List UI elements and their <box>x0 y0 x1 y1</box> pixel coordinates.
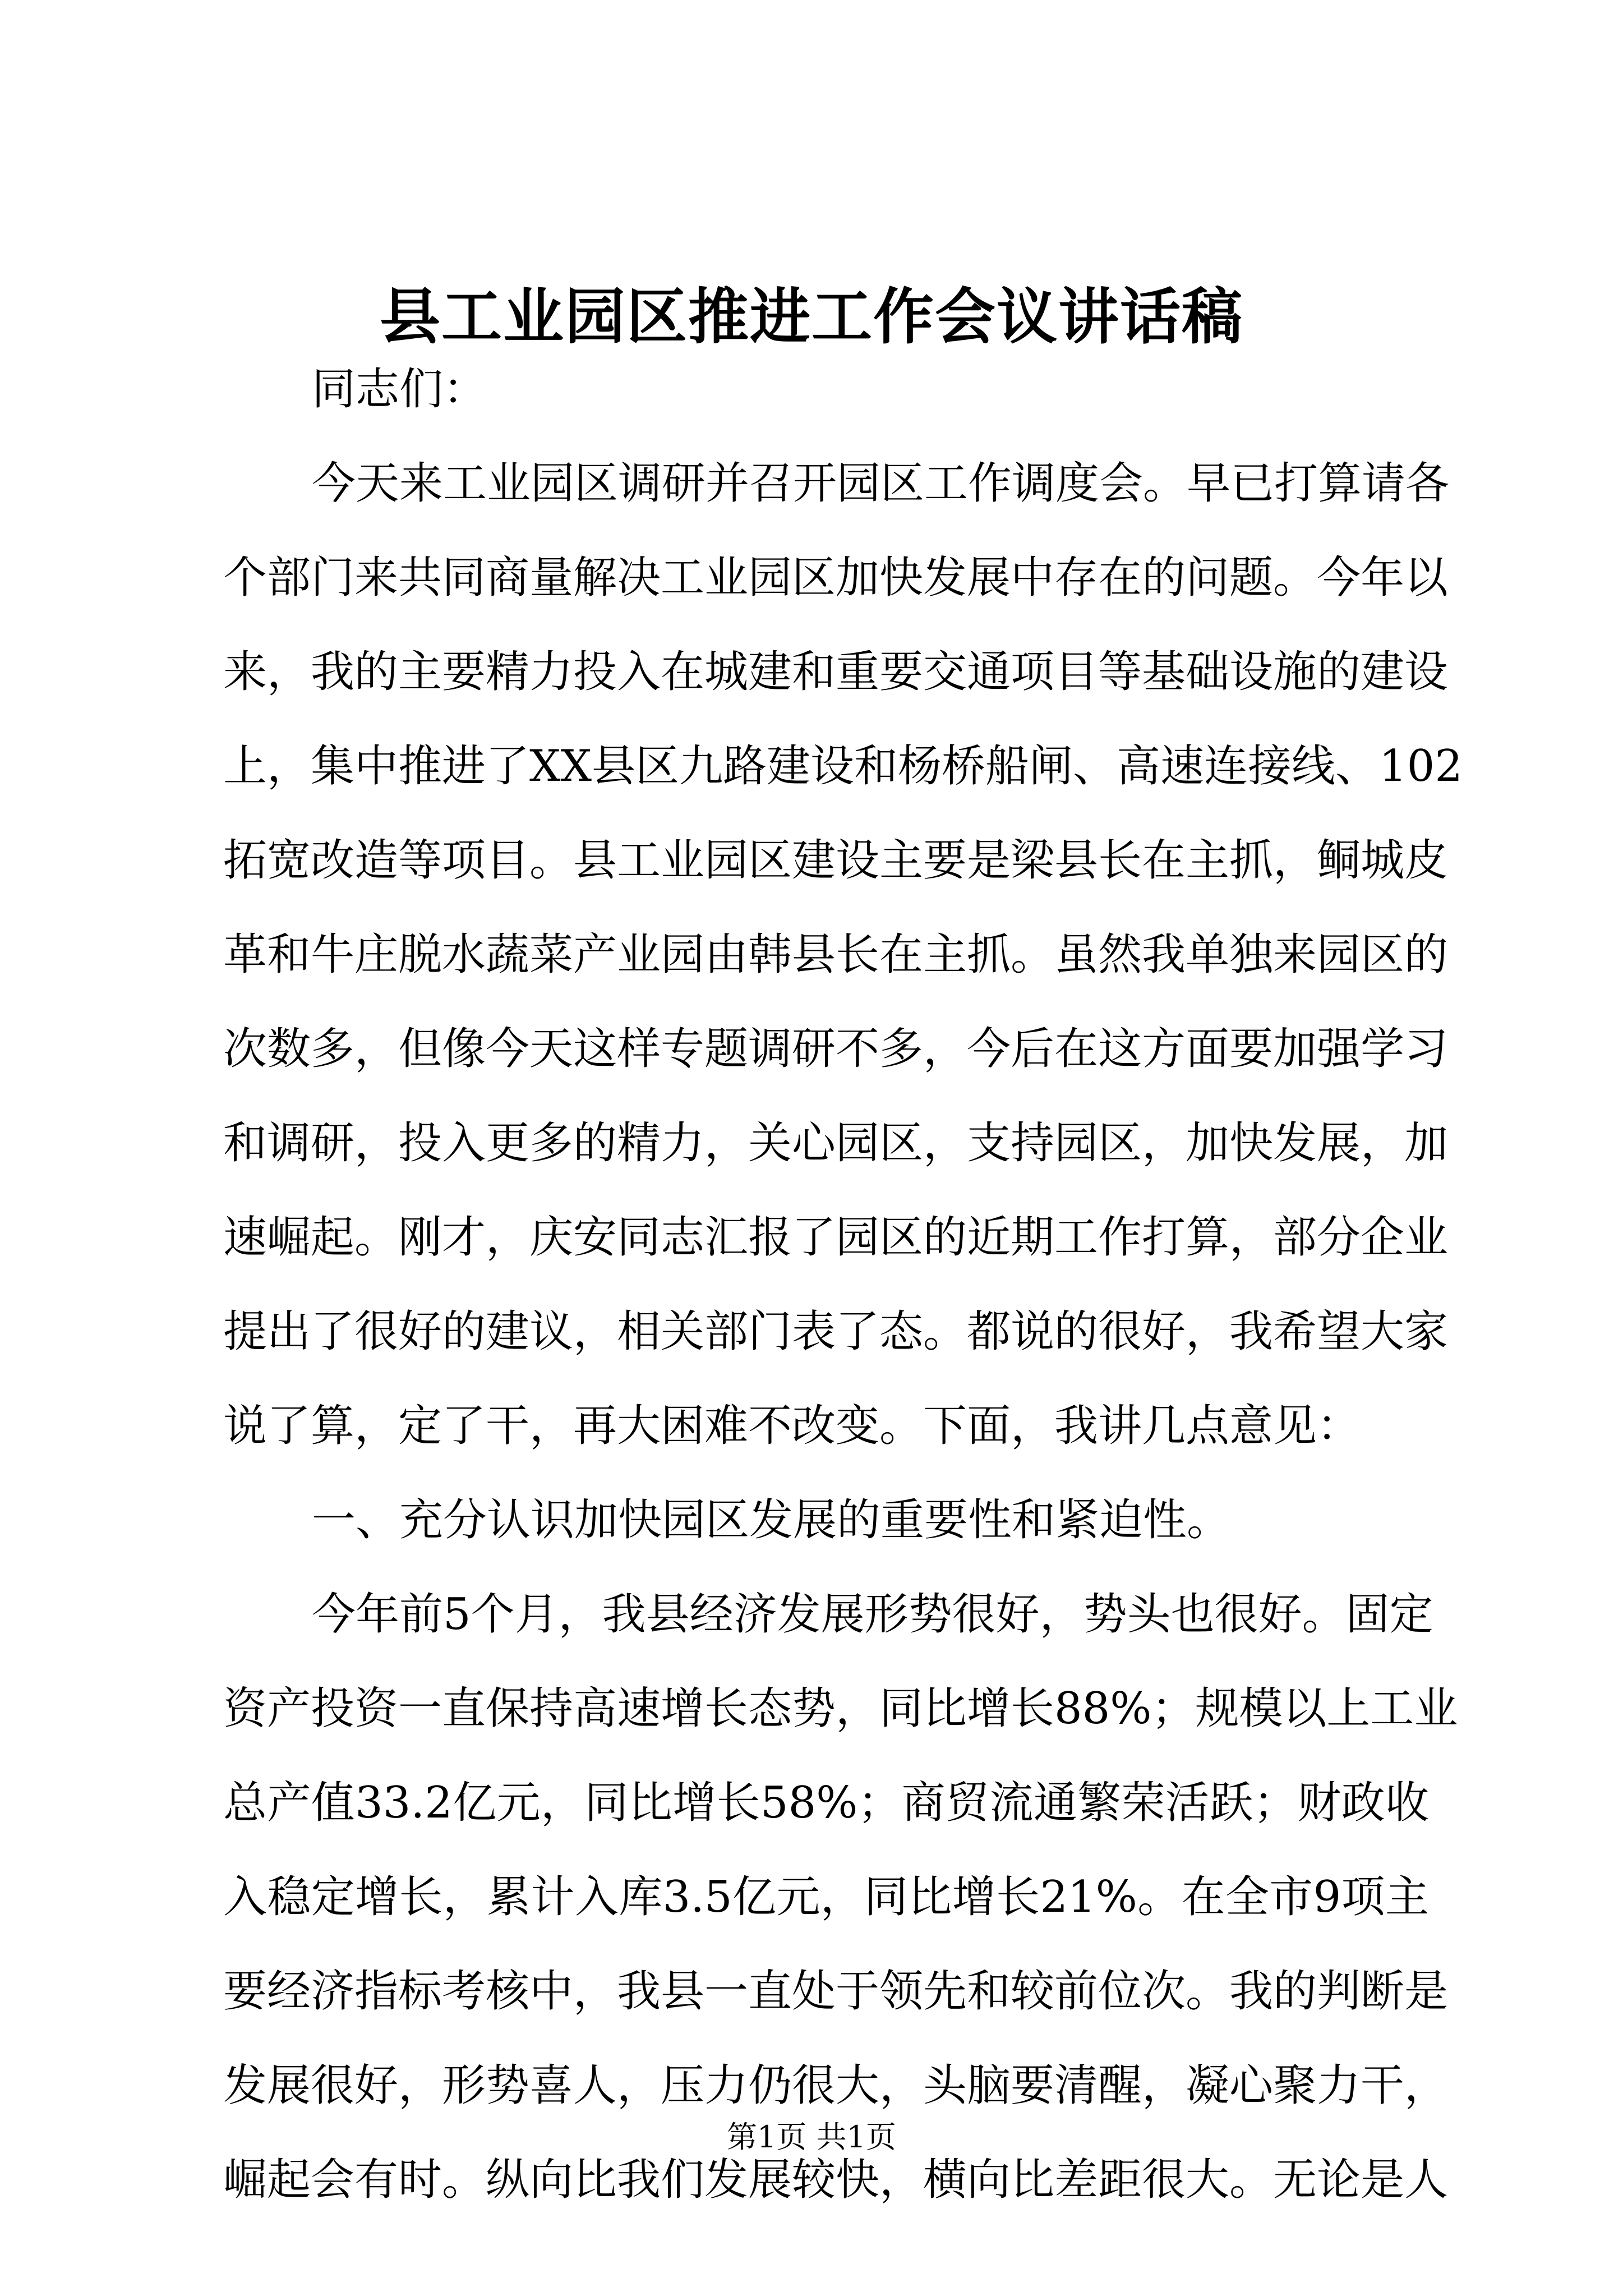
body-line: 要经济指标考核中，我县一直处于领先和较前位次。我的判断是 <box>223 1966 1449 2017</box>
body-line: 崛起会有时。纵向比我们发展较快，横向比差距很大。无论是人 <box>223 2155 1449 2205</box>
body-line: 次数多，但像今天这样专题调研不多，今后在这方面要加强学习 <box>223 1024 1449 1074</box>
body-line: 今天来工业园区调研并召开园区工作调度会。早已打算请各 <box>312 458 1450 509</box>
body-line: 发展很好，形势喜人，压力仍很大，头脑要清醒，凝心聚力干， <box>223 2060 1449 2111</box>
body-line: 上，集中推进了XX县区九路建设和杨桥船闸、高速连接线、102 <box>223 741 1463 792</box>
body-line: 拓宽改造等项目。县工业园区建设主要是梁县长在主抓，鲖城皮 <box>223 835 1449 886</box>
salutation: 同志们： <box>312 364 487 415</box>
body-line: 提出了很好的建议，相关部门表了态。都说的很好，我希望大家 <box>223 1306 1449 1357</box>
body-line: 来，我的主要精力投入在城建和重要交通项目等基础设施的建设 <box>223 647 1449 697</box>
page-number-footer: 第1页 共1页 <box>727 2119 896 2155</box>
body-line: 速崛起。刚才，庆安同志汇报了园区的近期工作打算，部分企业 <box>223 1212 1449 1263</box>
body-line: 革和牛庄脱水蔬菜产业园由韩县长在主抓。虽然我单独来园区的 <box>223 930 1449 980</box>
body-line: 总产值33.2亿元，同比增长58%；商贸流通繁荣活跃；财政收 <box>223 1778 1429 1828</box>
body-line: 说了算，定了干，再大困难不改变。下面，我讲几点意见： <box>223 1401 1361 1451</box>
document-title: 县工业园区推进工作会议讲话稿 <box>379 282 1243 352</box>
body-line: 个部门来共同商量解决工业园区加快发展中存在的问题。今年以 <box>223 553 1449 603</box>
body-line: 今年前5个月，我县经济发展形势很好，势头也很好。固定 <box>312 1589 1433 1640</box>
body-line: 入稳定增长，累计入库3.5亿元，同比增长21%。在全市9项主 <box>223 1872 1429 1922</box>
section-heading: 一、充分认识加快园区发展的重要性和紧迫性。 <box>312 1495 1231 1545</box>
document-body <box>223 342 1463 2227</box>
body-line: 资产投资一直保持高速增长态势，同比增长88%；规模以上工业 <box>223 1683 1458 1734</box>
body-line: 和调研，投入更多的精力，关心园区，支持园区，加快发展，加 <box>223 1118 1449 1168</box>
